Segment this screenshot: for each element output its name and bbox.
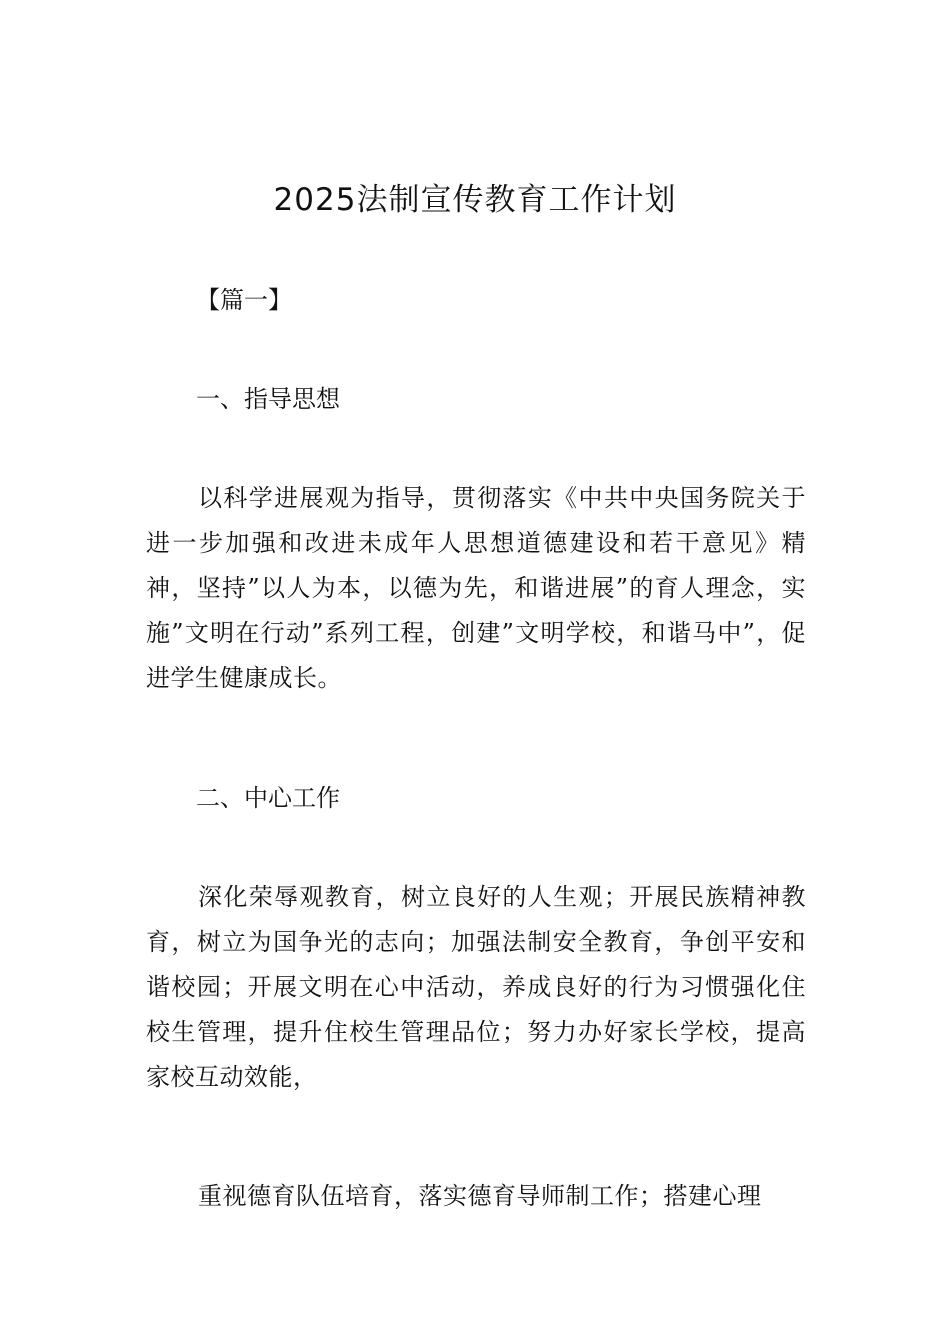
paragraph-guiding-ideology: 以科学进展观为指导，贯彻落实《中共中央国务院关于进一步加强和改进未成年人思想道德建设和若干意见》精神，坚持”以人为本，以德为先，和谐进展”的育人理念，实施”文明在行动”系列工程，创建”文明学校，和谐马中”，促进学生健康成长。	[146, 484, 806, 692]
section-label: 【篇一】	[196, 286, 292, 314]
paragraph-teacher-training: 重视德育队伍培育，落实德育导师制工作；搭建心理	[198, 1182, 762, 1210]
document-title: 2025法制宣传教育工作计划	[273, 182, 677, 218]
heading-guiding-ideology: 一、指导思想	[196, 385, 340, 413]
heading-central-work: 二、中心工作	[196, 784, 340, 812]
paragraph-central-work: 深化荣辱观教育，树立良好的人生观；开展民族精神教育，树立为国争光的志向；加强法制安全教育，争创平安和谐校园；开展文明在心中活动，养成良好的行为习惯强化住校生管理，提升住校生管理品位；努力办好家长学校，提高家校互动效能，	[146, 883, 806, 1091]
